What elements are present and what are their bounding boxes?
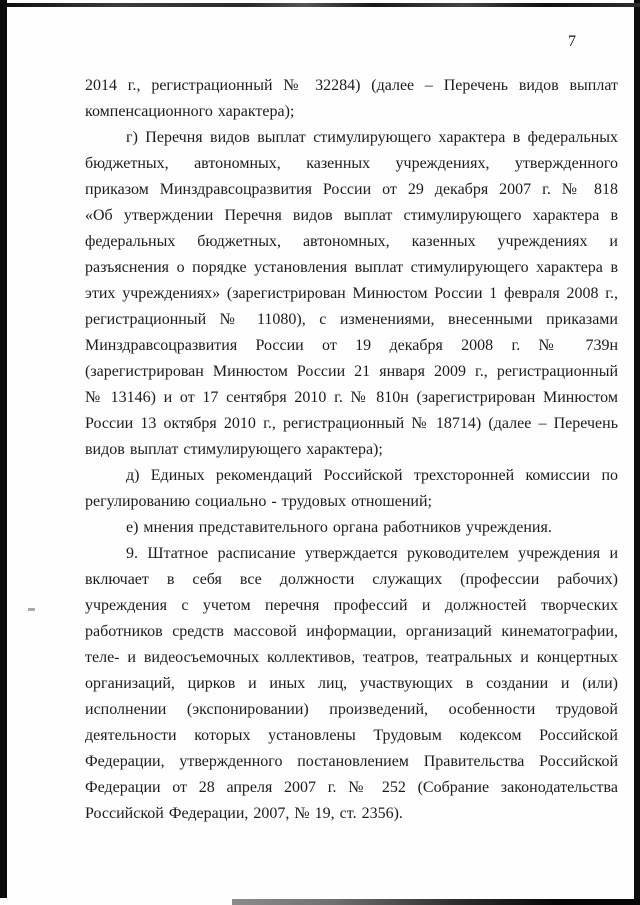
scan-speck: [28, 608, 35, 611]
text-line: этих учреждениях» (зарегистрирован Минюстом России 1 февраля 2008 г.,: [85, 285, 618, 302]
scan-edge-top: [7, 3, 640, 7]
text-line: бюджетных, автономных, казенных учреждениях, утвержденного: [85, 155, 618, 172]
text-line: Минздравсоцразвития России от 19 декабря 2008 г. № 739н: [85, 337, 618, 354]
text-line: разъяснения о порядке установления выплат стимулирующего характера в: [85, 259, 618, 276]
text-line: работников средств массовой информации, организаций кинематографии,: [85, 623, 618, 640]
paragraph: [85, 541, 618, 827]
text-line: теле- и видеосъемочных коллективов, театров, театральных и концертных: [85, 649, 618, 666]
text-line: е) мнения представительного органа работников учреждения.: [126, 519, 552, 536]
document-body: [85, 73, 618, 827]
text-line: Федерации, утвержденного постановлением Правительства Российской: [85, 753, 618, 770]
text-line: федеральных бюджетных, автономных, казенных учреждениях и: [85, 233, 618, 250]
paragraph: [85, 463, 618, 515]
text-line: видов выплат стимулирующего характера);: [85, 441, 383, 458]
text-line: включает в себя все должности служащих (профессии рабочих): [85, 571, 618, 588]
text-line: д) Единых рекомендаций Российской трехсторонней комиссии по: [126, 467, 618, 484]
text-line: (зарегистрирован Минюстом России 21 января 2009 г., регистрационный: [85, 363, 618, 380]
text-line: деятельности которых установлены Трудовым кодексом Российской: [85, 727, 618, 744]
text-line: Федерации от 28 апреля 2007 г. № 252 (Собрание законодательства: [85, 779, 618, 796]
text-line: исполнении (экспонировании) произведений, особенности трудовой: [85, 701, 618, 718]
text-line: регистрационный № 11080), с изменениями, внесенными приказами: [85, 311, 618, 328]
text-line: 2014 г., регистрационный № 32284) (далее – Перечень видов выплат: [85, 77, 618, 94]
text-line: организаций, цирков и иных лиц, участвующих в создании и (или): [85, 675, 618, 692]
paragraph: [85, 73, 618, 125]
text-line: компенсационного характера);: [85, 103, 295, 120]
text-line: России 13 октября 2010 г., регистрационный № 18714) (далее – Перечень: [85, 415, 618, 432]
paragraph: [85, 125, 618, 463]
text-line: приказом Минздравсоцразвития России от 29 декабря 2007 г. № 818: [85, 181, 618, 198]
scan-edge-left: [0, 0, 7, 898]
text-line: 9. Штатное расписание утверждается руководителем учреждения и: [126, 545, 618, 562]
text-line: «Об утверждении Перечня видов выплат стимулирующего характера в: [85, 207, 618, 224]
scan-edge-bottom: [232, 899, 640, 905]
text-line: регулированию социально - трудовых отношений;: [85, 493, 432, 510]
text-line: Российской Федерации, 2007, № 19, ст. 2356).: [85, 805, 403, 822]
text-line: учреждения с учетом перечня профессий и должностей творческих: [85, 597, 618, 614]
text-line: г) Перечня видов выплат стимулирующего характера в федеральных: [126, 129, 618, 146]
page-number: 7: [568, 33, 576, 50]
text-line: № 13146) и от 17 сентября 2010 г. № 810н (зарегистрирован Минюстом: [85, 389, 618, 406]
paragraph: [85, 515, 618, 541]
scan-edge-right: [634, 0, 640, 905]
